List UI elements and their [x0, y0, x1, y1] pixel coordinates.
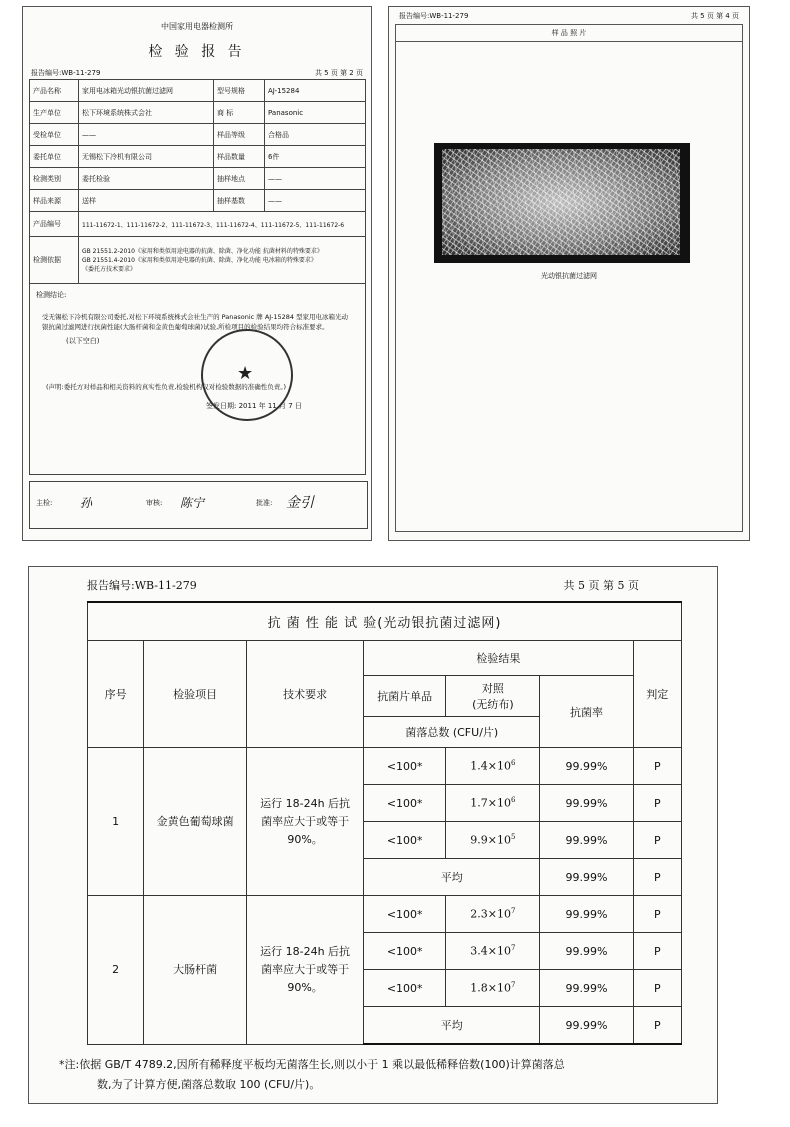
- field-label: 产品编号: [30, 212, 79, 237]
- table-row: [30, 124, 366, 146]
- field-value: ——: [265, 190, 366, 212]
- table-row: [30, 146, 366, 168]
- footnote-line: *注:依据 GB/T 4789.2,因所有稀释度平板均无菌落生长,则以小于 1 乘以最低稀释倍数(100)计算菌落总: [59, 1058, 565, 1071]
- conclusion-label: 检测结论:: [36, 291, 67, 299]
- field-value: AJ-15284: [265, 80, 366, 102]
- col-header-count: 菌落总数 (CFU/片): [364, 717, 540, 748]
- report-number: 报告编号:WB-11-279: [31, 69, 101, 77]
- cell-sample: <100*: [364, 822, 446, 859]
- field-label: 型号规格: [214, 80, 265, 102]
- cell-requirement: 运行 18-24h 后抗菌率应大于或等于 90%。: [247, 748, 364, 896]
- report-page-2: [22, 6, 372, 541]
- cell-sample: <100*: [364, 933, 446, 970]
- table-row: [30, 190, 366, 212]
- cell-verdict: P: [633, 785, 681, 822]
- page-info: 共 5 页 第 2 页: [314, 69, 363, 77]
- field-label: 产品名称: [30, 80, 79, 102]
- field-label: 抽样地点: [214, 168, 265, 190]
- cell-rate: 99.99%: [540, 859, 633, 896]
- cell-control: [446, 970, 540, 1007]
- product-codes: 111-11672-1、111-11672-2、111-11672-3、111-11672-4、111-11672-5、111-11672-6: [79, 212, 366, 237]
- cell-requirement: 运行 18-24h 后抗菌率应大于或等于 90%。: [247, 896, 364, 1045]
- antibacterial-results-table: [87, 601, 682, 1045]
- cell-average-label: 平均: [364, 1007, 540, 1045]
- sign-date-value: 2011 年 11 月 7 日: [238, 402, 302, 410]
- table-title: 抗 菌 性 能 试 验(光动银抗菌过滤网): [88, 602, 682, 641]
- cell-no: 1: [88, 748, 144, 896]
- cell-item: 大肠杆菌: [144, 896, 247, 1045]
- col-header-item: 检验项目: [144, 641, 247, 748]
- control-exp: 7: [511, 944, 516, 953]
- filter-sample-photo: [434, 143, 690, 263]
- photo-header: 样 品 照 片: [396, 25, 742, 42]
- cell-sample: <100*: [364, 896, 446, 933]
- table-title-row: [88, 602, 682, 641]
- table-row: [30, 102, 366, 124]
- star-icon: ★: [237, 363, 254, 384]
- sign-date: [36, 401, 359, 411]
- cell-average-label: 平均: [364, 859, 540, 896]
- signature: 陈宁: [180, 496, 205, 510]
- filter-texture: [442, 149, 680, 255]
- control-base: 9.9×10: [470, 833, 511, 847]
- table-row: [30, 212, 366, 237]
- field-label: 样品来源: [30, 190, 79, 212]
- control-exp: 6: [511, 759, 516, 768]
- table-row: [30, 284, 366, 475]
- conclusion-cell: [30, 284, 366, 475]
- cell-verdict: P: [633, 970, 681, 1007]
- cell-item: 金黄色葡萄球菌: [144, 748, 247, 896]
- conclusion-text: 受无锡松下冷机有限公司委托,对松下环境系统株式会社生产的 Panasonic 牌 AJ-15284 型家用电冰箱光动银抗菌过滤网进行抗菌性能(大肠杆菌和金黄色葡萄球菌)试验,所检项目的检验结果均符合标准要求。: [42, 313, 349, 331]
- field-value: 6件: [265, 146, 366, 168]
- field-label: 检测类别: [30, 168, 79, 190]
- field-value: ——: [265, 168, 366, 190]
- field-label: 生产单位: [30, 102, 79, 124]
- col-header-no: 序号: [88, 641, 144, 748]
- table-row: [30, 80, 366, 102]
- report-number: 报告编号:WB-11-279: [87, 579, 197, 592]
- table-row: [88, 896, 682, 933]
- field-label: 商 标: [214, 102, 265, 124]
- report-info-table: [29, 79, 366, 475]
- page-info: 共 5 页 第 4 页: [690, 12, 739, 20]
- signer-role: 主检:: [36, 499, 53, 507]
- cell-control: [446, 785, 540, 822]
- basis-line: GB 21551.4-2010《家用和类似用途电器的抗菌、除菌、净化功能 电冰箱的特殊要求》: [82, 256, 317, 264]
- signature: 孙: [80, 496, 93, 510]
- col-header-sample: 抗菌片单品: [364, 676, 446, 717]
- cell-sample: <100*: [364, 970, 446, 1007]
- cell-control: [446, 748, 540, 785]
- col-header-requirement: 技术要求: [247, 641, 364, 748]
- signer-role: 审核:: [146, 499, 163, 507]
- field-label: 样品等级: [214, 124, 265, 146]
- control-base: 1.4×10: [470, 759, 511, 773]
- field-label: 委托单位: [30, 146, 79, 168]
- control-base: 2.3×10: [470, 907, 511, 921]
- signature: 金引: [286, 495, 314, 511]
- cell-control: [446, 933, 540, 970]
- control-base: 1.7×10: [470, 796, 511, 810]
- cell-verdict: P: [633, 1007, 681, 1045]
- institute-name: 中国家用电器检测所: [161, 22, 233, 31]
- cell-verdict: P: [633, 822, 681, 859]
- page-info: 共 5 页 第 5 页: [563, 579, 639, 592]
- field-label: 检测依据: [30, 237, 79, 284]
- footnote: [59, 1055, 699, 1095]
- field-value: 松下环境系统株式会社: [79, 102, 214, 124]
- cell-rate: 99.99%: [540, 970, 633, 1007]
- report-number: 报告编号:WB-11-279: [399, 12, 469, 20]
- control-exp: 5: [511, 833, 516, 842]
- col-header-verdict: 判定: [633, 641, 681, 748]
- cell-verdict: P: [633, 859, 681, 896]
- test-basis: [79, 237, 366, 284]
- cell-verdict: P: [633, 933, 681, 970]
- control-exp: 6: [511, 796, 516, 805]
- cell-verdict: P: [633, 896, 681, 933]
- field-label: 受检单位: [30, 124, 79, 146]
- control-material: (无纺布): [472, 698, 514, 711]
- control-base: 3.4×10: [470, 944, 511, 958]
- field-value: ——: [79, 124, 214, 146]
- cell-sample: <100*: [364, 748, 446, 785]
- control-exp: 7: [511, 981, 516, 990]
- col-header-results: 检验结果: [364, 641, 634, 676]
- field-value: 委托检验: [79, 168, 214, 190]
- official-seal: [201, 329, 293, 421]
- signature-row: [29, 481, 368, 529]
- header-row: [88, 641, 682, 676]
- table-row: [30, 168, 366, 190]
- statement: (声明:委托方对样品和相关资料的真实性负责,检验机构仅对检验数据的准确性负责。): [46, 383, 287, 391]
- col-header-control: [446, 676, 540, 717]
- basis-line: GB 21551.2-2010《家用和类似用途电器的抗菌、除菌、净化功能 抗菌材料的特殊要求》: [82, 247, 323, 255]
- cell-verdict: P: [633, 748, 681, 785]
- cell-rate: 99.99%: [540, 785, 633, 822]
- cell-rate: 99.99%: [540, 1007, 633, 1045]
- cell-control: [446, 896, 540, 933]
- table-row: [30, 237, 366, 284]
- col-header-rate: 抗菌率: [540, 676, 633, 748]
- field-label: 样品数量: [214, 146, 265, 168]
- field-value: 家用电冰箱光动银抗菌过滤网: [79, 80, 214, 102]
- field-value: 无锡松下冷机有限公司: [79, 146, 214, 168]
- field-value: 送样: [79, 190, 214, 212]
- field-value: Panasonic: [265, 102, 366, 124]
- report-page-4: [388, 6, 750, 541]
- report-page-5: [28, 566, 718, 1104]
- report-title: 检 验 报 告: [148, 44, 246, 60]
- cell-no: 2: [88, 896, 144, 1045]
- sign-date-label: 签发日期:: [206, 402, 237, 410]
- field-value: 合格品: [265, 124, 366, 146]
- cell-rate: 99.99%: [540, 748, 633, 785]
- cell-control: [446, 822, 540, 859]
- control-label: 对照: [481, 682, 504, 695]
- field-label: 抽样基数: [214, 190, 265, 212]
- cell-rate: 99.99%: [540, 933, 633, 970]
- footnote-line: 数,为了计算方便,菌落总数取 100 (CFU/片)。: [97, 1078, 321, 1091]
- cell-rate: 99.99%: [540, 896, 633, 933]
- basis-line: 《委托方技术要求》: [82, 265, 137, 273]
- cell-sample: <100*: [364, 785, 446, 822]
- photo-frame: [395, 24, 743, 532]
- photo-caption: 光动银抗菌过滤网: [541, 272, 597, 280]
- signer-role: 批准:: [256, 499, 273, 507]
- control-base: 1.8×10: [470, 981, 511, 995]
- table-row: [88, 748, 682, 785]
- control-exp: 7: [511, 907, 516, 916]
- cell-rate: 99.99%: [540, 822, 633, 859]
- blank-note: (以下空白): [66, 337, 100, 345]
